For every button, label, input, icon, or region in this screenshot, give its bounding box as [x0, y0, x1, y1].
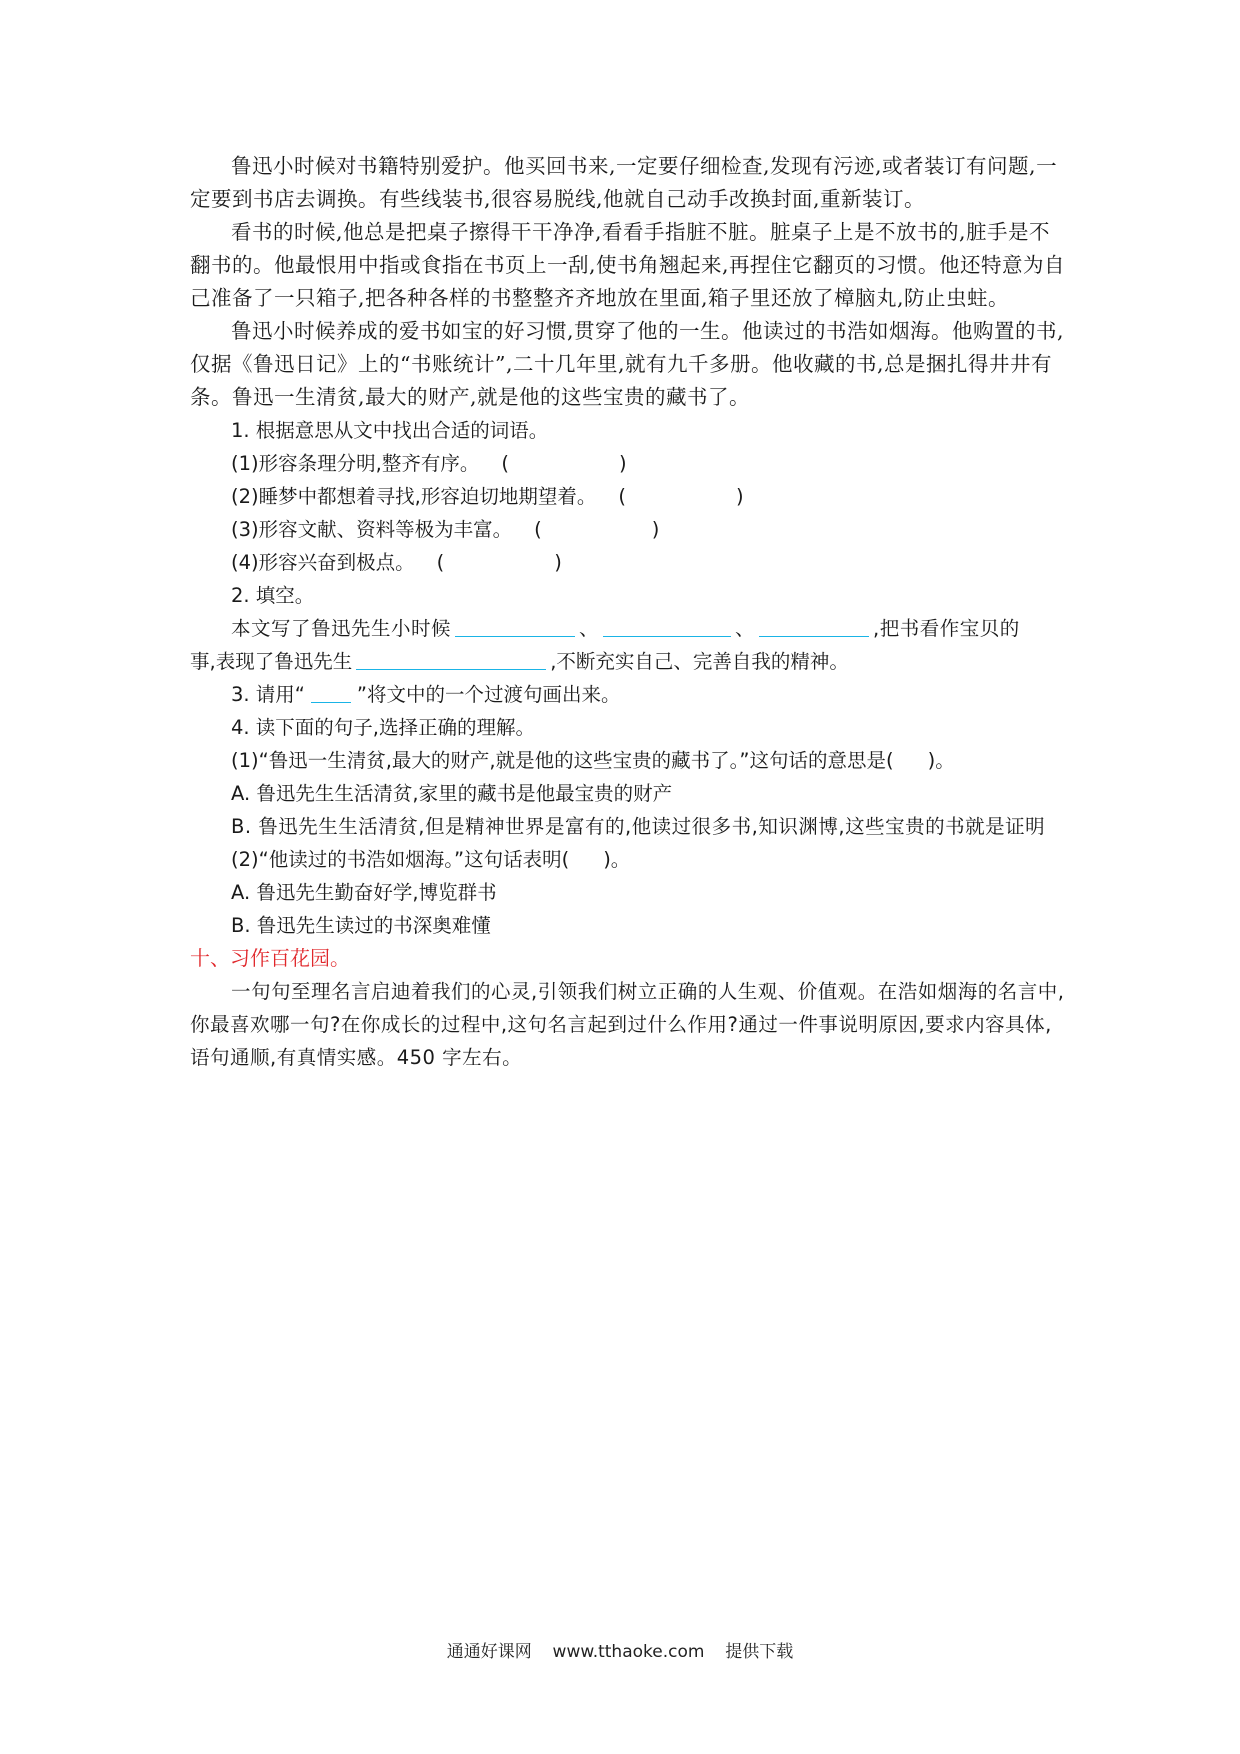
option-1b[interactable]: B. 鲁迅先生生活清贫,但是精神世界是富有的,他读过很多书,知识渊博,这些宝贵的书就是证明: [231, 815, 1046, 838]
question-2-line-1: [190, 612, 1066, 645]
open-paren: (: [534, 518, 542, 541]
item-text: (2)睡梦中都想着寻找,形容迫切地期望着。: [231, 485, 597, 508]
option-1a[interactable]: A. 鲁迅先生生活清贫,家里的藏书是他最宝贵的财产: [231, 782, 673, 805]
q4-sentence-end: )。: [603, 848, 631, 871]
question-2-title: 2. 填空。: [231, 584, 315, 607]
q2-text: ,不断充实自己、完善自我的精神。: [550, 650, 849, 673]
item-text: (3)形容文献、资料等极为丰富。: [231, 518, 513, 541]
q2-text: 事,表现了鲁迅先生: [190, 650, 353, 673]
footer-url[interactable]: www.tthaoke.com: [552, 1642, 705, 1662]
passage-paragraph-1: 鲁迅小时候对书籍特别爱护。他买回书来,一定要仔细检查,发现有污迹,或者装订有问题,一定要到书店去调换。有些线装书,很容易脱线,他就自己动手改换封面,重新装订。: [190, 154, 1058, 211]
section-10-prompt: 一句句至理名言启迪着我们的心灵,引领我们树立正确的人生观、价值观。在浩如烟海的名言中,你最喜欢哪一句?在你成长的过程中,这句名言起到过什么作用?通过一件事说明原因,要求内容具体,语句通顺,有真情实感。450 字左右。: [190, 980, 1065, 1069]
q2-text: ,把书看作宝贝的: [873, 617, 1020, 640]
open-paren: (: [436, 551, 445, 574]
passage-paragraph-2: 看书的时候,他总是把桌子擦得干干净净,看看手指脏不脏。脏桌子上是不放书的,脏手是不翻书的。他最恨用中指或食指在书页上一刮,使书角翘起来,再捏住它翻页的习惯。他还特意为自己准备了一只箱子,把各种各样的书整整齐齐地放在里面,箱子里还放了樟脑丸,防止虫蛀。: [190, 220, 1066, 310]
separator: 、: [579, 617, 600, 640]
fill-blank-4[interactable]: [356, 647, 546, 670]
page-footer: [0, 1637, 1240, 1662]
question-4-title: 4. 读下面的句子,选择正确的理解。: [231, 716, 536, 739]
q3-text: ”将文中的一个过渡句画出来。: [356, 683, 621, 706]
fill-blank-2[interactable]: [603, 614, 731, 637]
option-2b[interactable]: B. 鲁迅先生读过的书深奥难懂: [231, 914, 491, 937]
q3-text: 3. 请用“: [231, 683, 305, 706]
item-text: (4)形容兴奋到极点。: [231, 551, 415, 574]
item-text: (1)形容条理分明,整齐有序。: [231, 452, 480, 475]
question-1-item-3: [190, 513, 1066, 546]
fill-blank-3[interactable]: [759, 614, 869, 637]
separator: 、: [735, 617, 756, 640]
close-paren: ): [618, 452, 627, 475]
footer-note: 提供下载: [725, 1642, 794, 1662]
open-paren: (: [501, 452, 509, 475]
worksheet-page: [190, 150, 1066, 1074]
close-paren: ): [554, 551, 562, 574]
underline-sample: [311, 680, 351, 703]
question-1-item-1: [190, 447, 1066, 480]
q4-sentence: (1)“鲁迅一生清贫,最大的财产,就是他的这些宝贵的藏书了。”这句话的意思是(: [231, 749, 894, 772]
fill-blank-1[interactable]: [455, 614, 575, 637]
q4-sentence: (2)“他读过的书浩如烟海。”这句话表明(: [231, 848, 570, 871]
open-paren: (: [618, 485, 626, 508]
question-1-title: 1. 根据意思从文中找出合适的词语。: [231, 419, 549, 442]
close-paren: ): [651, 518, 660, 541]
section-10-heading: 十、习作百花园。: [190, 946, 350, 970]
q2-text: 本文写了鲁迅先生小时候: [231, 617, 452, 640]
passage-paragraph-3: 鲁迅小时候养成的爱书如宝的好习惯,贯穿了他的一生。他读过的书浩如烟海。他购置的书,仅据《鲁迅日记》上的“书账统计”,二十几年里,就有九千多册。他收藏的书,总是捆扎得井井有条。鲁迅一生清贫,最大的财产,就是他的这些宝贵的藏书了。: [190, 319, 1065, 409]
question-1-item-2: [190, 480, 1066, 513]
question-4-sentence-2: [190, 843, 1066, 876]
footer-site: 通通好课网: [446, 1642, 532, 1662]
close-paren: ): [735, 485, 744, 508]
question-2-line-2: [190, 645, 1066, 678]
question-3: [190, 678, 1066, 711]
question-4-sentence-1: [190, 744, 1066, 777]
q4-sentence-end: )。: [927, 749, 955, 772]
question-1-item-4: [190, 546, 1066, 579]
option-2a[interactable]: A. 鲁迅先生勤奋好学,博览群书: [231, 881, 497, 904]
